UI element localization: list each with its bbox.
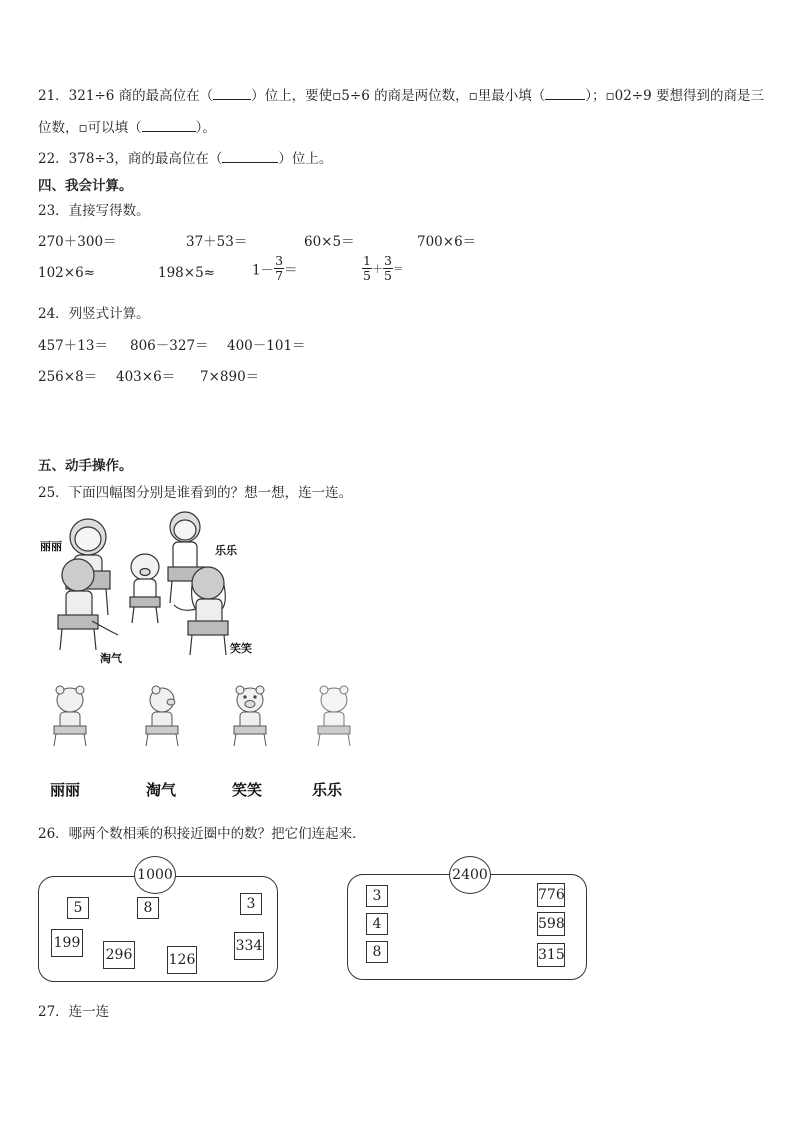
q26-g1-number[interactable]: 296: [103, 941, 135, 969]
q26-g1-number[interactable]: 5: [67, 897, 89, 919]
q21-text-e: ）。: [195, 120, 216, 136]
fraction-3-7: $\frac{3}{7}$: [275, 253, 284, 283]
q26-g1-number[interactable]: 199: [51, 929, 83, 957]
pig-toy-figure: [130, 554, 160, 623]
section-4-heading: 四、我会计算。: [38, 178, 133, 194]
scene-label-lili: 丽丽: [40, 540, 62, 553]
q22-blank[interactable]: [222, 150, 278, 163]
bottom-label-lili: 丽丽: [50, 781, 81, 799]
q21-text-a: 21．321÷6 商的最高位在（: [38, 88, 214, 104]
q23-r1-c2: 37＋53＝: [186, 234, 248, 250]
q26-g1-number[interactable]: 126: [167, 946, 197, 974]
q26-g2-left-number[interactable]: 8: [366, 941, 388, 963]
q21-blank-2[interactable]: [545, 87, 585, 100]
bottom-label-xiaoxiao: 笑笑: [232, 781, 263, 799]
q23-title: 23．直接写得数。: [38, 203, 150, 219]
q26-g2-right-number[interactable]: 598: [537, 912, 565, 936]
q21-line1: [38, 84, 764, 104]
q24-title: 24．列竖式计算。: [38, 306, 150, 322]
q26-g1-number[interactable]: 8: [137, 897, 159, 919]
q23-fraction-expr-2: $\frac{1}{5}$ ＋ $\frac{3}{5}$ ＝: [363, 253, 404, 283]
q26-g2-right-number[interactable]: 776: [537, 883, 565, 907]
q23-r1-c3: 60×5＝: [304, 234, 355, 250]
q26-title: 26．哪两个数相乘的积接近圈中的数？把它们连起来．: [38, 826, 366, 842]
q24-r1-c1: 457＋13＝: [38, 338, 108, 354]
q24-r2-c2: 403×6＝: [116, 369, 176, 385]
q26-target-2400[interactable]: 2400: [449, 856, 491, 894]
q26-g1-number[interactable]: 3: [240, 893, 262, 915]
q22-line: [38, 147, 332, 167]
q22-text-a: 22．378÷3，商的最高位在（: [38, 151, 223, 167]
section-5-heading: 五、动手操作。: [38, 458, 133, 474]
q26-g1-number[interactable]: 334: [234, 932, 264, 960]
fraction-3-5: $\frac{3}{5}$: [383, 253, 392, 283]
q21-blank-1[interactable]: [213, 87, 251, 100]
q23-r1-c4: 700×6＝: [417, 234, 477, 250]
q21-text-d: 位数，▫可以填（: [38, 120, 142, 136]
q26-target-1000[interactable]: 1000: [134, 856, 176, 894]
q21-text-c: ）；▫02÷9 要想得到的商是三: [585, 88, 765, 104]
pig-view-back[interactable]: [312, 684, 356, 748]
q22-text-b: ）位上。: [278, 151, 333, 167]
scene-label-taoqi: 淘气: [100, 652, 122, 665]
q21-text-b: ）位上，要使▫5÷6 的商是两位数，▫里最小填（: [251, 88, 546, 104]
fraction-1-5: $\frac{1}{5}$: [363, 253, 371, 283]
q24-r1-c2: 806－327＝: [130, 338, 209, 354]
q23-r2-c2: 198×5≈: [158, 265, 215, 281]
pig-view-front[interactable]: [228, 684, 272, 748]
q21-blank-3[interactable]: [142, 119, 196, 132]
pig-view-side[interactable]: [140, 684, 184, 748]
bottom-label-lele: 乐乐: [312, 781, 343, 799]
q23-r1-c1: 270＋300＝: [38, 234, 117, 250]
q24-r2-c1: 256×8＝: [38, 369, 98, 385]
q26-g2-right-number[interactable]: 315: [537, 943, 565, 967]
scene-label-lele: 乐乐: [215, 544, 237, 557]
q23-r2-c1: 102×6≈: [38, 265, 95, 281]
q24-r1-c3: 400－101＝: [227, 338, 306, 354]
q21-line2: [38, 116, 216, 136]
q25-title: 25．下面四幅图分别是谁看到的？想一想，连一连。: [38, 485, 353, 501]
bottom-label-taoqi: 淘气: [146, 781, 177, 799]
scene-label-xiaoxiao: 笑笑: [230, 642, 252, 655]
q26-g2-left-number[interactable]: 4: [366, 913, 388, 935]
pig-view-front-left[interactable]: [48, 684, 92, 748]
q27-title: 27．连一连: [38, 1004, 110, 1020]
q24-r2-c3: 7×890＝: [200, 369, 260, 385]
q26-g2-left-number[interactable]: 3: [366, 885, 388, 907]
q23-fraction-expr-1: 1－ $\frac{3}{7}$ ＝: [252, 253, 298, 283]
